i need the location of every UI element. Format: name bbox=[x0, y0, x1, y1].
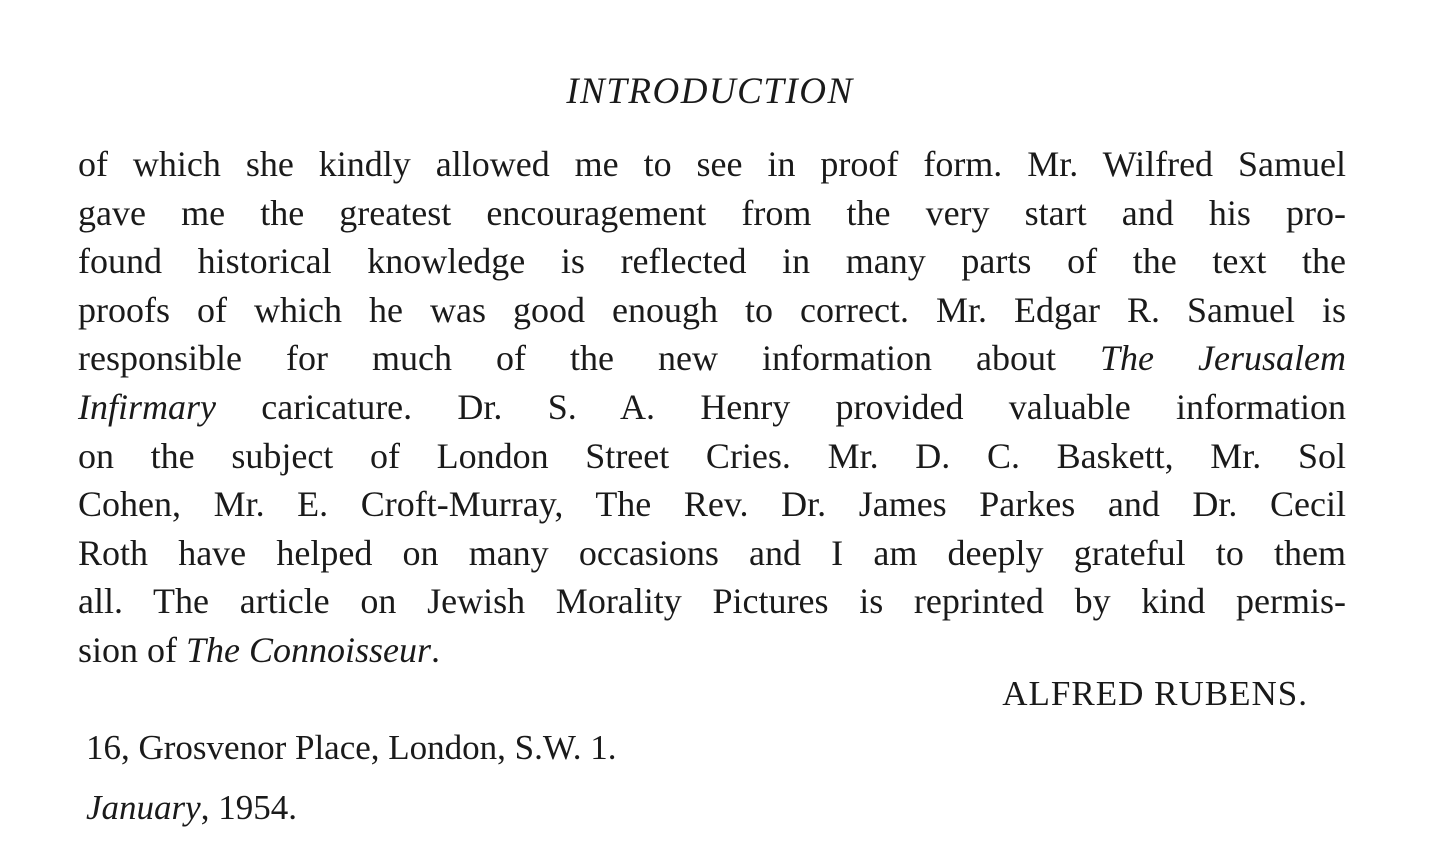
text-line bbox=[78, 334, 1346, 383]
text-segment: responsible for much of the new information about bbox=[78, 338, 1100, 379]
text-line bbox=[78, 383, 1346, 432]
text-segment: proofs of which he was good enough to correct. Mr. Edgar R. Samuel is bbox=[78, 289, 1346, 330]
italic-title: Infirmary bbox=[78, 386, 216, 427]
text-line bbox=[78, 577, 1346, 626]
text-segment: caricature. Dr. S. A. Henry provided valuable information bbox=[216, 386, 1346, 427]
text-segment: gave me the greatest encouragement from the very start and his pro- bbox=[78, 192, 1346, 233]
text-line bbox=[78, 626, 1346, 675]
text-segment: sion of bbox=[78, 629, 186, 670]
author-signature: ALFRED RUBENS. bbox=[1002, 674, 1308, 713]
body-paragraph bbox=[78, 140, 1346, 675]
text-line bbox=[78, 432, 1346, 481]
text-segment: Cohen, Mr. E. Croft-Murray, The Rev. Dr. James Parkes and Dr. Cecil bbox=[78, 484, 1346, 525]
text-segment: . bbox=[431, 629, 441, 670]
text-segment: found historical knowledge is reflected in many parts of the text the bbox=[78, 241, 1346, 282]
text-segment: on the subject of London Street Cries. Mr. D. C. Baskett, Mr. Sol bbox=[78, 435, 1346, 476]
date-line bbox=[86, 788, 297, 828]
text-line bbox=[78, 140, 1346, 189]
text-line bbox=[78, 480, 1346, 529]
date-month: January bbox=[86, 788, 201, 827]
italic-title: The Jerusalem bbox=[1100, 338, 1346, 379]
text-segment: all. The article on Jewish Morality Pictures is reprinted by kind permis- bbox=[78, 581, 1346, 622]
address-line: 16, Grosvenor Place, London, S.W. 1. bbox=[86, 728, 617, 767]
text-line bbox=[78, 529, 1346, 578]
text-segment: Roth have helped on many occasions and I am deeply grateful to them bbox=[78, 532, 1346, 573]
italic-title: The Connoisseur bbox=[186, 629, 432, 670]
text-line bbox=[78, 237, 1346, 286]
text-line bbox=[78, 189, 1346, 238]
date-year: , 1954. bbox=[200, 788, 297, 827]
running-head: INTRODUCTION bbox=[566, 71, 854, 112]
text-line bbox=[78, 286, 1346, 335]
text-segment: of which she kindly allowed me to see in proof form. Mr. Wilfred Samuel bbox=[78, 144, 1346, 184]
